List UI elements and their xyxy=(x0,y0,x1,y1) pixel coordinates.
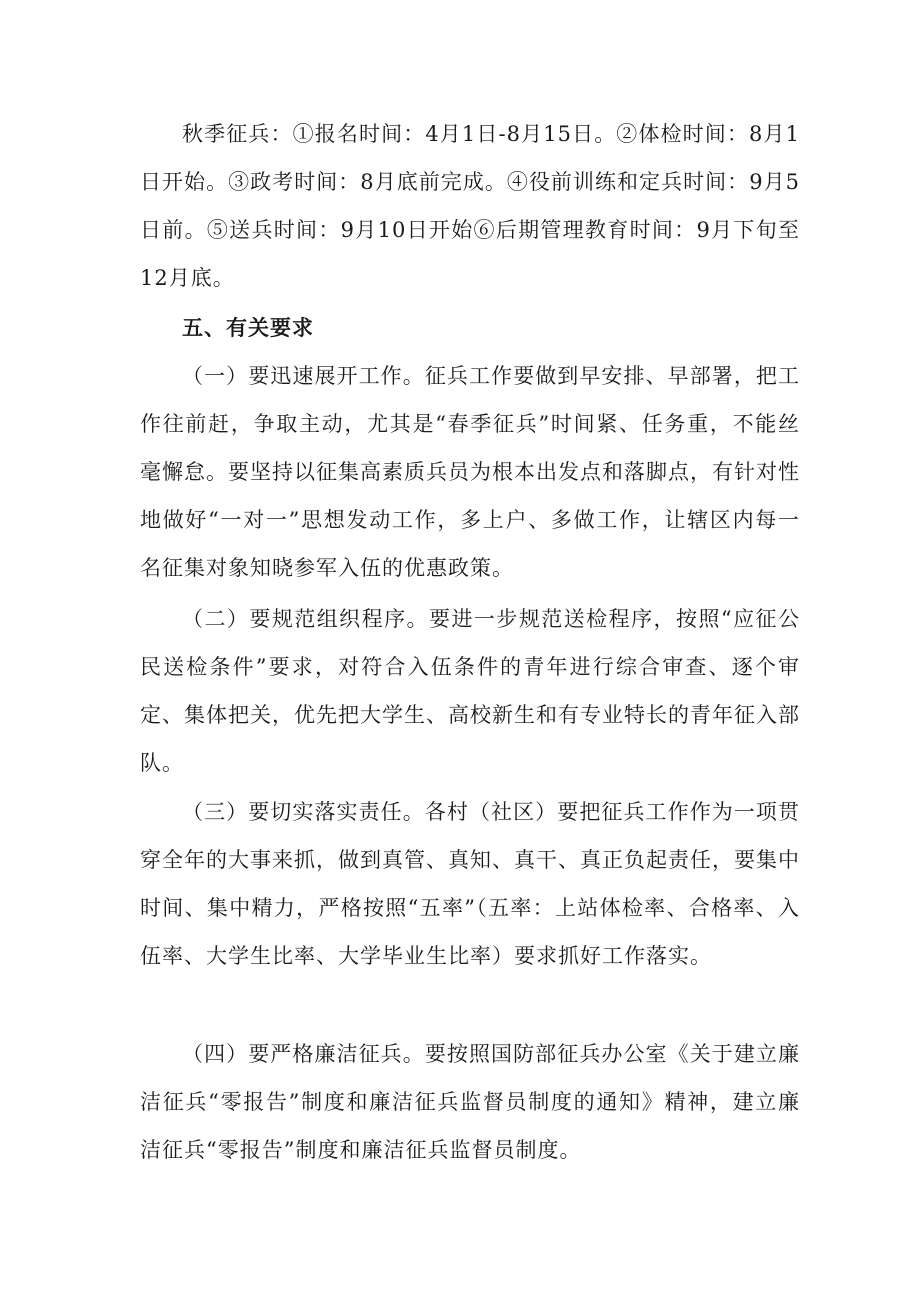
requirement-paragraph-2: （二）要规范组织程序。要进一步规范送检程序，按照“应征公民送检条件”要求，对符合入伍条件的青年进行综合审查、逐个审定、集体把关，优先把大学生、高校新生和有专业特长的青年征入部队。 xyxy=(140,607,800,775)
requirement-paragraph-1: （一）要迅速展开工作。征兵工作要做到早安排、早部署，把工作往前赶，争取主动，尤其是“春季征兵”时间紧、任务重，不能丝毫懈怠。要坚持以征集高素质兵员为根本出发点和落脚点，有针对性地做好“一对一”思想发动工作，多上户、多做工作，让辖区内每一名征集对象知晓参军入伍的优惠政策。 xyxy=(140,364,800,580)
autumn-recruitment-paragraph: 秋季征兵：①报名时间：4月1日-8月15日。②体检时间：8月1日开始。③政考时间：8月底前完成。④役前训练和定兵时间：9月5日前。⑤送兵时间：9月10日开始⑥后期管理教育时间：9月下旬至12月底。 xyxy=(140,122,800,290)
requirement-paragraph-4: （四）要严格廉洁征兵。要按照国防部征兵办公室《关于建立廉洁征兵“零报告”制度和廉洁征兵监督员制度的通知》精神，建立廉洁征兵“零报告”制度和廉洁征兵监督员制度。 xyxy=(140,1042,800,1162)
requirement-paragraph-3: （三）要切实落实责任。各村（社区）要把征兵工作作为一项贯穿全年的大事来抓，做到真管、真知、真干、真正负起责任，要集中时间、集中精力，严格按照“五率”（五率：上站体检率、合格率、入伍率、大学生比率、大学毕业生比率）要求抓好工作落实。 xyxy=(140,800,800,968)
section-heading: 五、有关要求 xyxy=(182,316,314,340)
